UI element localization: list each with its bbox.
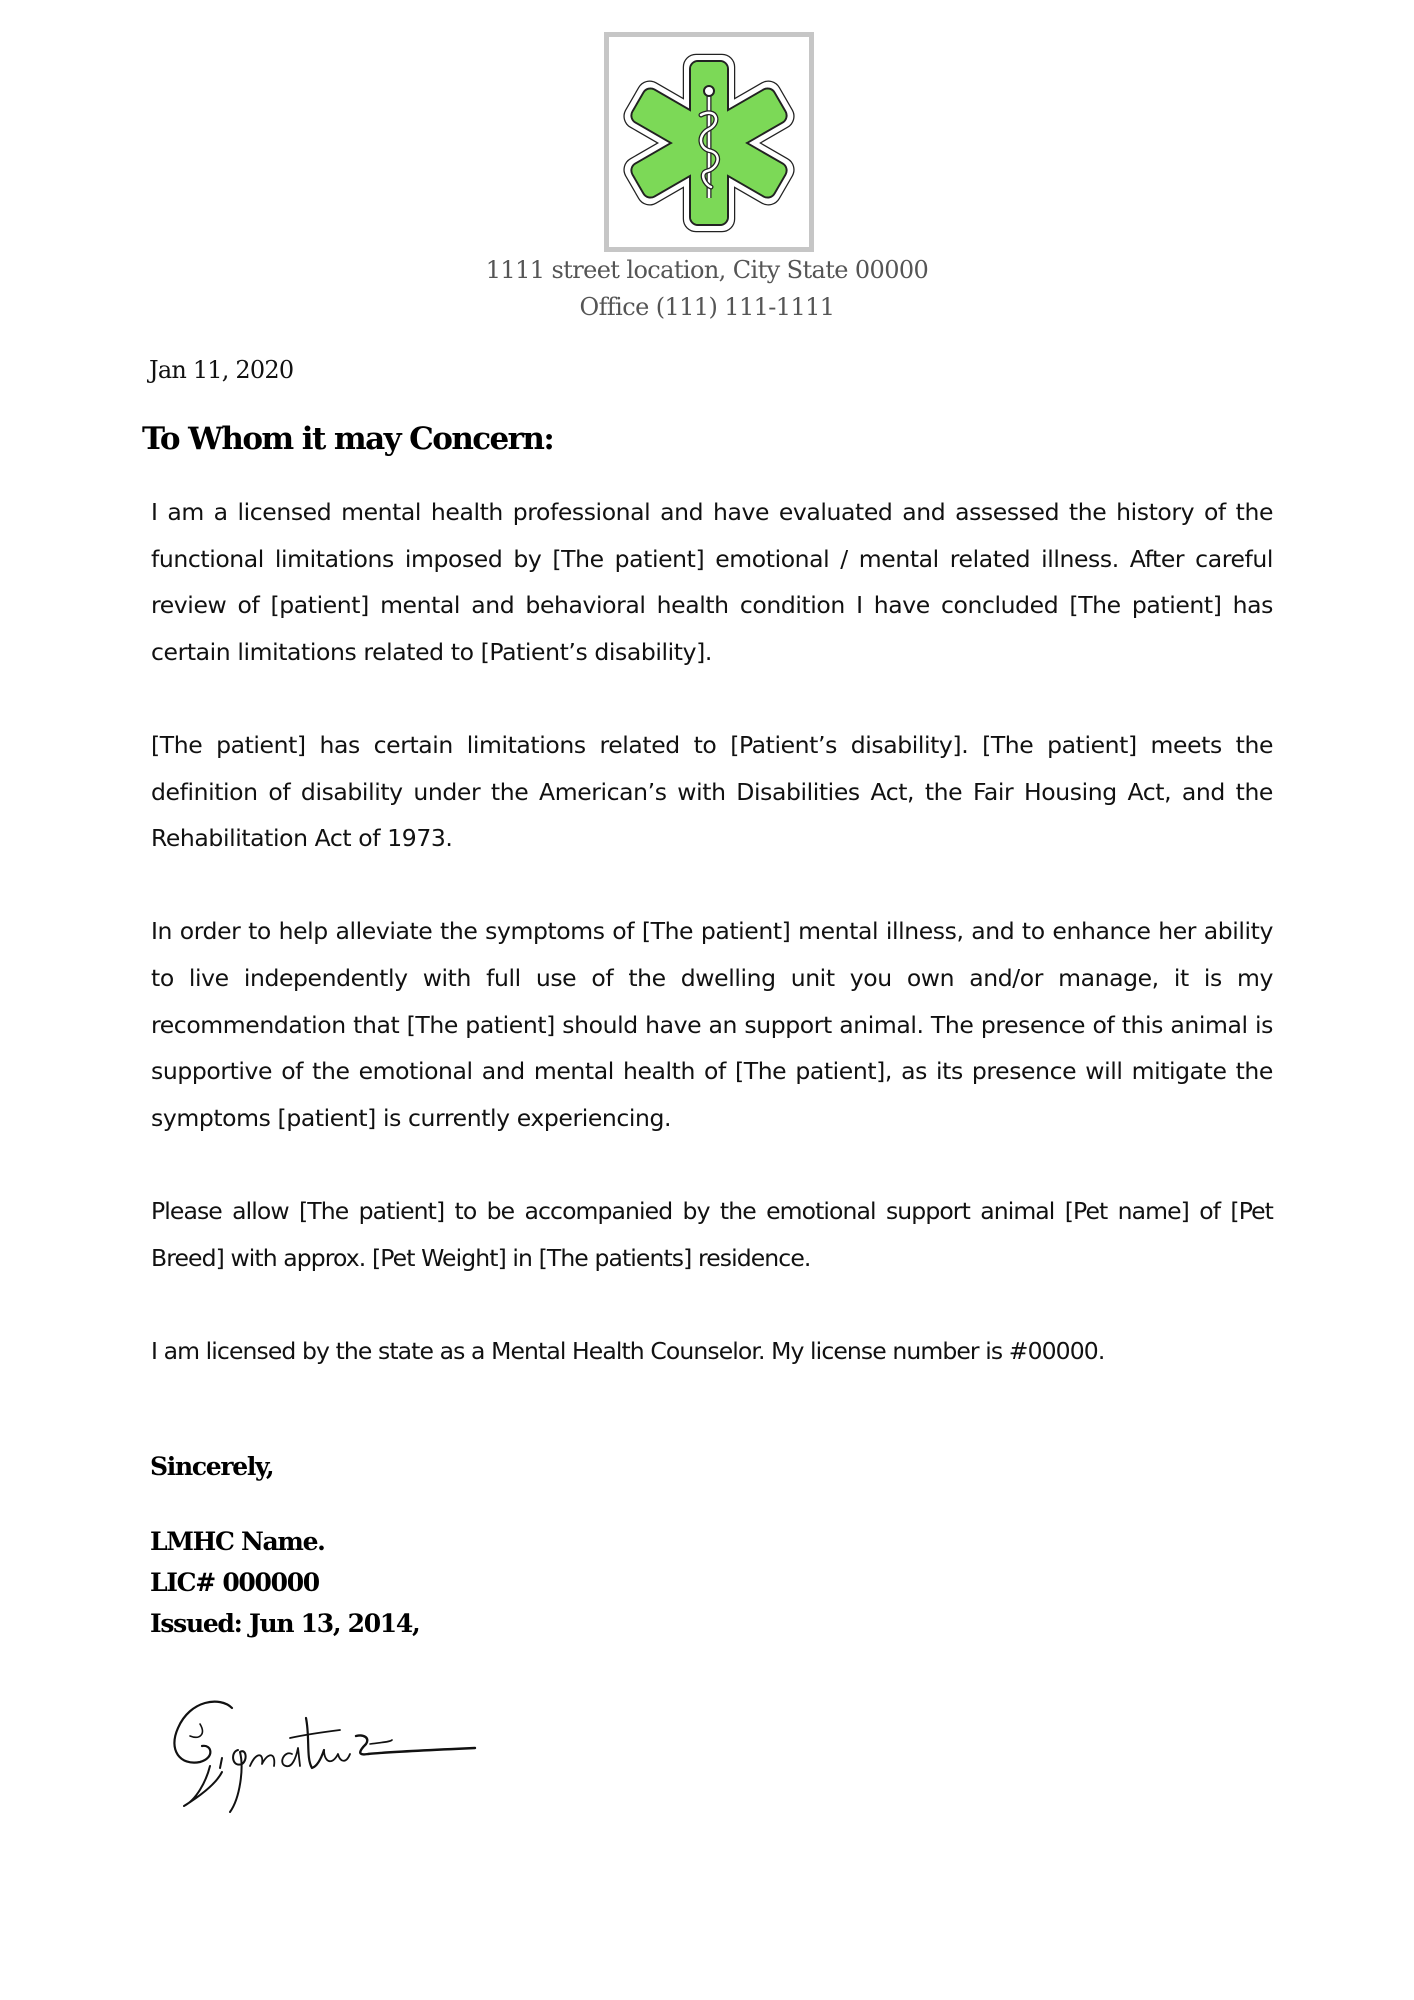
signer-name: LMHC Name. <box>150 1527 325 1556</box>
signature-icon <box>160 1688 500 1828</box>
salutation-heading: To Whom it may Concern: <box>142 421 554 457</box>
paragraph-disability: [The patient] has certain limitations related to [Patient’s disability]. [The patient] meets the definition of disability under the American’s with Disabilities Act, the Fair Housing Act, and the Rehabilitation Act of 1973. <box>151 730 1273 853</box>
letter-date: Jan 11, 2020 <box>149 356 294 384</box>
paragraph-recommendation: In order to help alleviate the symptoms of [The patient] mental illness, and to enhance her ability to live independently with full use of the dwelling unit you own and/or manage, it is my recommendation that [The patient] should have an support animal. The presence of this animal is supportive of the emotional and mental health of [The patient], as its presence will mitigate the symptoms [patient] is currently experiencing. <box>151 917 1273 1132</box>
closing-text: Sincerely, <box>150 1452 274 1481</box>
issued-date: Issued: Jun 13, 2014, <box>150 1609 420 1638</box>
logo <box>604 32 814 252</box>
office-phone: Office (111) 111-1111 <box>579 293 835 321</box>
address-block <box>0 252 1414 326</box>
closing-block <box>150 1452 419 1644</box>
paragraph-pet-request: Please allow [The patient] to be accompanied by the emotional support animal [Pet name] of [Pet Breed] with approx. [Pet Weight] in [The patients] residence. <box>151 1196 1273 1272</box>
star-of-life-icon <box>609 37 809 247</box>
signature <box>160 1688 500 1828</box>
street-address: 1111 street location, City State 00000 <box>485 256 929 284</box>
paragraph-license: I am licensed by the state as a Mental Health Counselor. My license number is #00000. <box>151 1336 1105 1365</box>
paragraph-evaluation: I am a licensed mental health professional and have evaluated and assessed the history of the functional limitations imposed by [The patient] emotional / mental related illness. After careful review of [patient] mental and behavioral health condition I have concluded [The patient] has certain limitations related to [Patient’s disability]. <box>151 498 1273 666</box>
letter-body <box>151 489 1273 1421</box>
license-number: LIC# 000000 <box>150 1568 319 1597</box>
